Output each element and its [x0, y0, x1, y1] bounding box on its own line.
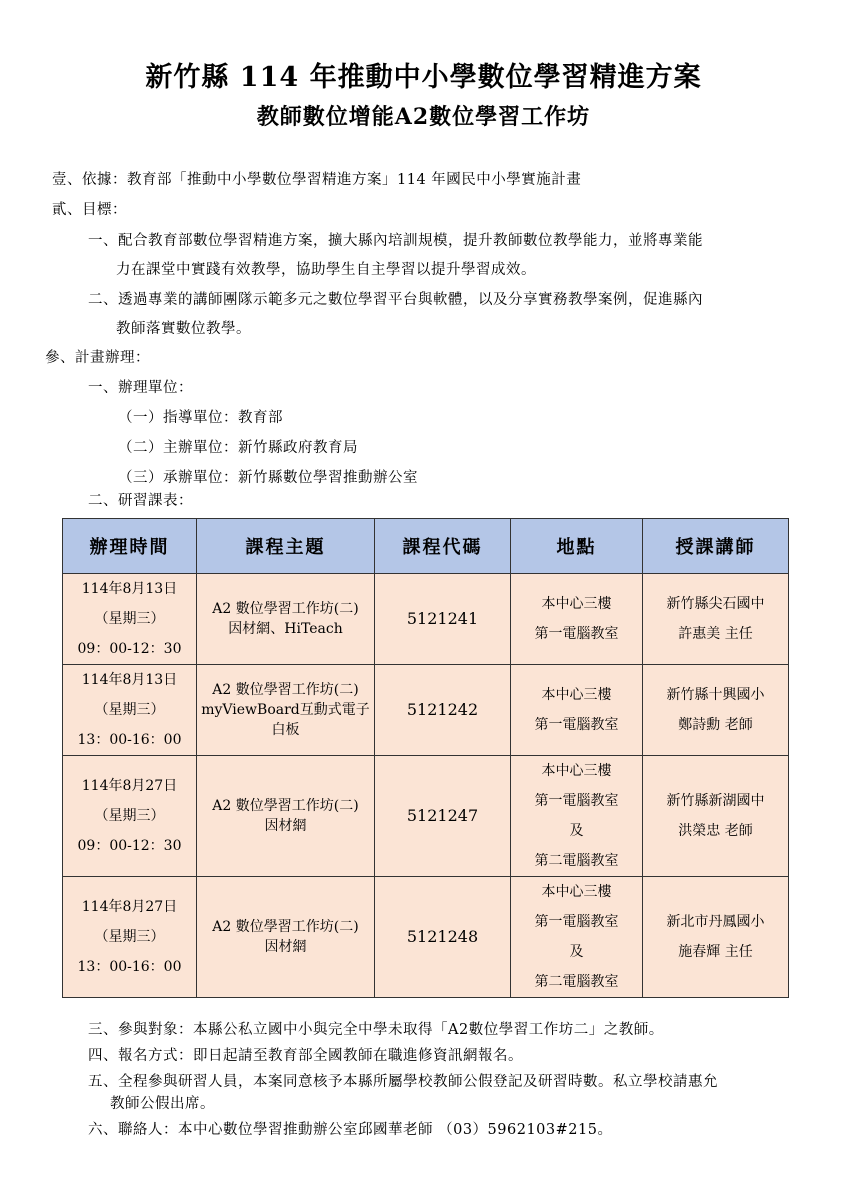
cell-code: 5121247 [375, 756, 511, 877]
plan-unit-host: （二）主辦單位：新竹縣政府教育局 [118, 440, 358, 456]
header-time: 辦理時間 [63, 519, 197, 574]
header-teacher: 授課講師 [643, 519, 789, 574]
table-row [63, 574, 789, 665]
goal-2-line-2: 教師落實數位教學。 [116, 321, 251, 337]
section-plan: 參、計畫辦理： [45, 350, 150, 366]
table-header-row [63, 519, 789, 574]
plan-unit-guide: （一）指導單位：教育部 [118, 410, 283, 426]
cell-teacher: 新竹縣新湖國中 洪榮忠 老師 [643, 756, 789, 877]
cell-place: 本中心三樓 第一電腦教室 及 第二電腦教室 [511, 877, 643, 998]
section-goals: 貳、目標： [52, 202, 127, 218]
plan-unit-organizer: （三）承辦單位：新竹縣數位學習推動辦公室 [118, 470, 418, 486]
cell-place: 本中心三樓 第一電腦教室 及 第二電腦教室 [511, 756, 643, 877]
document-title: 新竹縣 114 年推動中小學數位學習精進方案 [145, 62, 702, 93]
header-place: 地點 [511, 519, 643, 574]
cell-teacher: 新北市丹鳳國小 施春輝 主任 [643, 877, 789, 998]
cell-place: 本中心三樓 第一電腦教室 [511, 665, 643, 756]
footer-registration: 四、報名方式：即日起請至教育部全國教師在職進修資訊網報名。 [88, 1048, 523, 1064]
table-row [63, 756, 789, 877]
goal-1-line-2: 力在課堂中實踐有效教學，協助學生自主學習以提升學習成效。 [116, 262, 536, 278]
footer-participants: 三、參與對象：本縣公私立國中小與完全中學未取得「A2數位學習工作坊二」之教師。 [88, 1022, 664, 1038]
cell-time: 114年8月27日 （星期三） 13：00-16：00 [63, 877, 197, 998]
cell-time: 114年8月13日 （星期三） 09：00-12：30 [63, 574, 197, 665]
cell-teacher: 新竹縣尖石國中 許惠美 主任 [643, 574, 789, 665]
footer-leave-line-1: 五、全程參與研習人員，本案同意核予本縣所屬學校教師公假登記及研習時數。私立學校請惠允 [88, 1074, 718, 1090]
header-topic: 課程主題 [197, 519, 375, 574]
goal-1-line-1: 一、配合教育部數位學習精進方案，擴大縣內培訓規模，提升教師數位教學能力，並將專業能 [88, 233, 703, 249]
cell-code: 5121242 [375, 665, 511, 756]
header-code: 課程代碼 [375, 519, 511, 574]
cell-code: 5121248 [375, 877, 511, 998]
cell-topic: A2 數位學習工作坊(二) myViewBoard互動式電子 白板 [197, 665, 375, 756]
cell-place: 本中心三樓 第一電腦教室 [511, 574, 643, 665]
table-row [63, 665, 789, 756]
plan-units: 一、辦理單位： [88, 380, 193, 396]
table-row [63, 877, 789, 998]
cell-topic: A2 數位學習工作坊(二) 因材網 [197, 877, 375, 998]
plan-schedule: 二、研習課表： [88, 493, 193, 509]
cell-time: 114年8月27日 （星期三） 09：00-12：30 [63, 756, 197, 877]
footer-contact: 六、聯絡人：本中心數位學習推動辦公室邱國華老師 （03）5962103#215。 [88, 1122, 613, 1138]
document-subtitle: 教師數位增能A2數位學習工作坊 [256, 104, 591, 130]
section-basis: 壹、依據：教育部「推動中小學數位學習精進方案」114 年國民中小學實施計畫 [52, 172, 582, 188]
cell-code: 5121241 [375, 574, 511, 665]
schedule-table [62, 518, 789, 998]
cell-time: 114年8月13日 （星期三） 13：00-16：00 [63, 665, 197, 756]
cell-topic: A2 數位學習工作坊(二) 因材網 [197, 756, 375, 877]
cell-teacher: 新竹縣十興國小 鄭詩勳 老師 [643, 665, 789, 756]
cell-topic: A2 數位學習工作坊(二) 因材網、HiTeach [197, 574, 375, 665]
goal-2-line-1: 二、透過專業的講師團隊示範多元之數位學習平台與軟體，以及分享實務教學案例，促進縣內 [88, 292, 703, 308]
footer-leave-line-2: 教師公假出席。 [110, 1096, 215, 1112]
